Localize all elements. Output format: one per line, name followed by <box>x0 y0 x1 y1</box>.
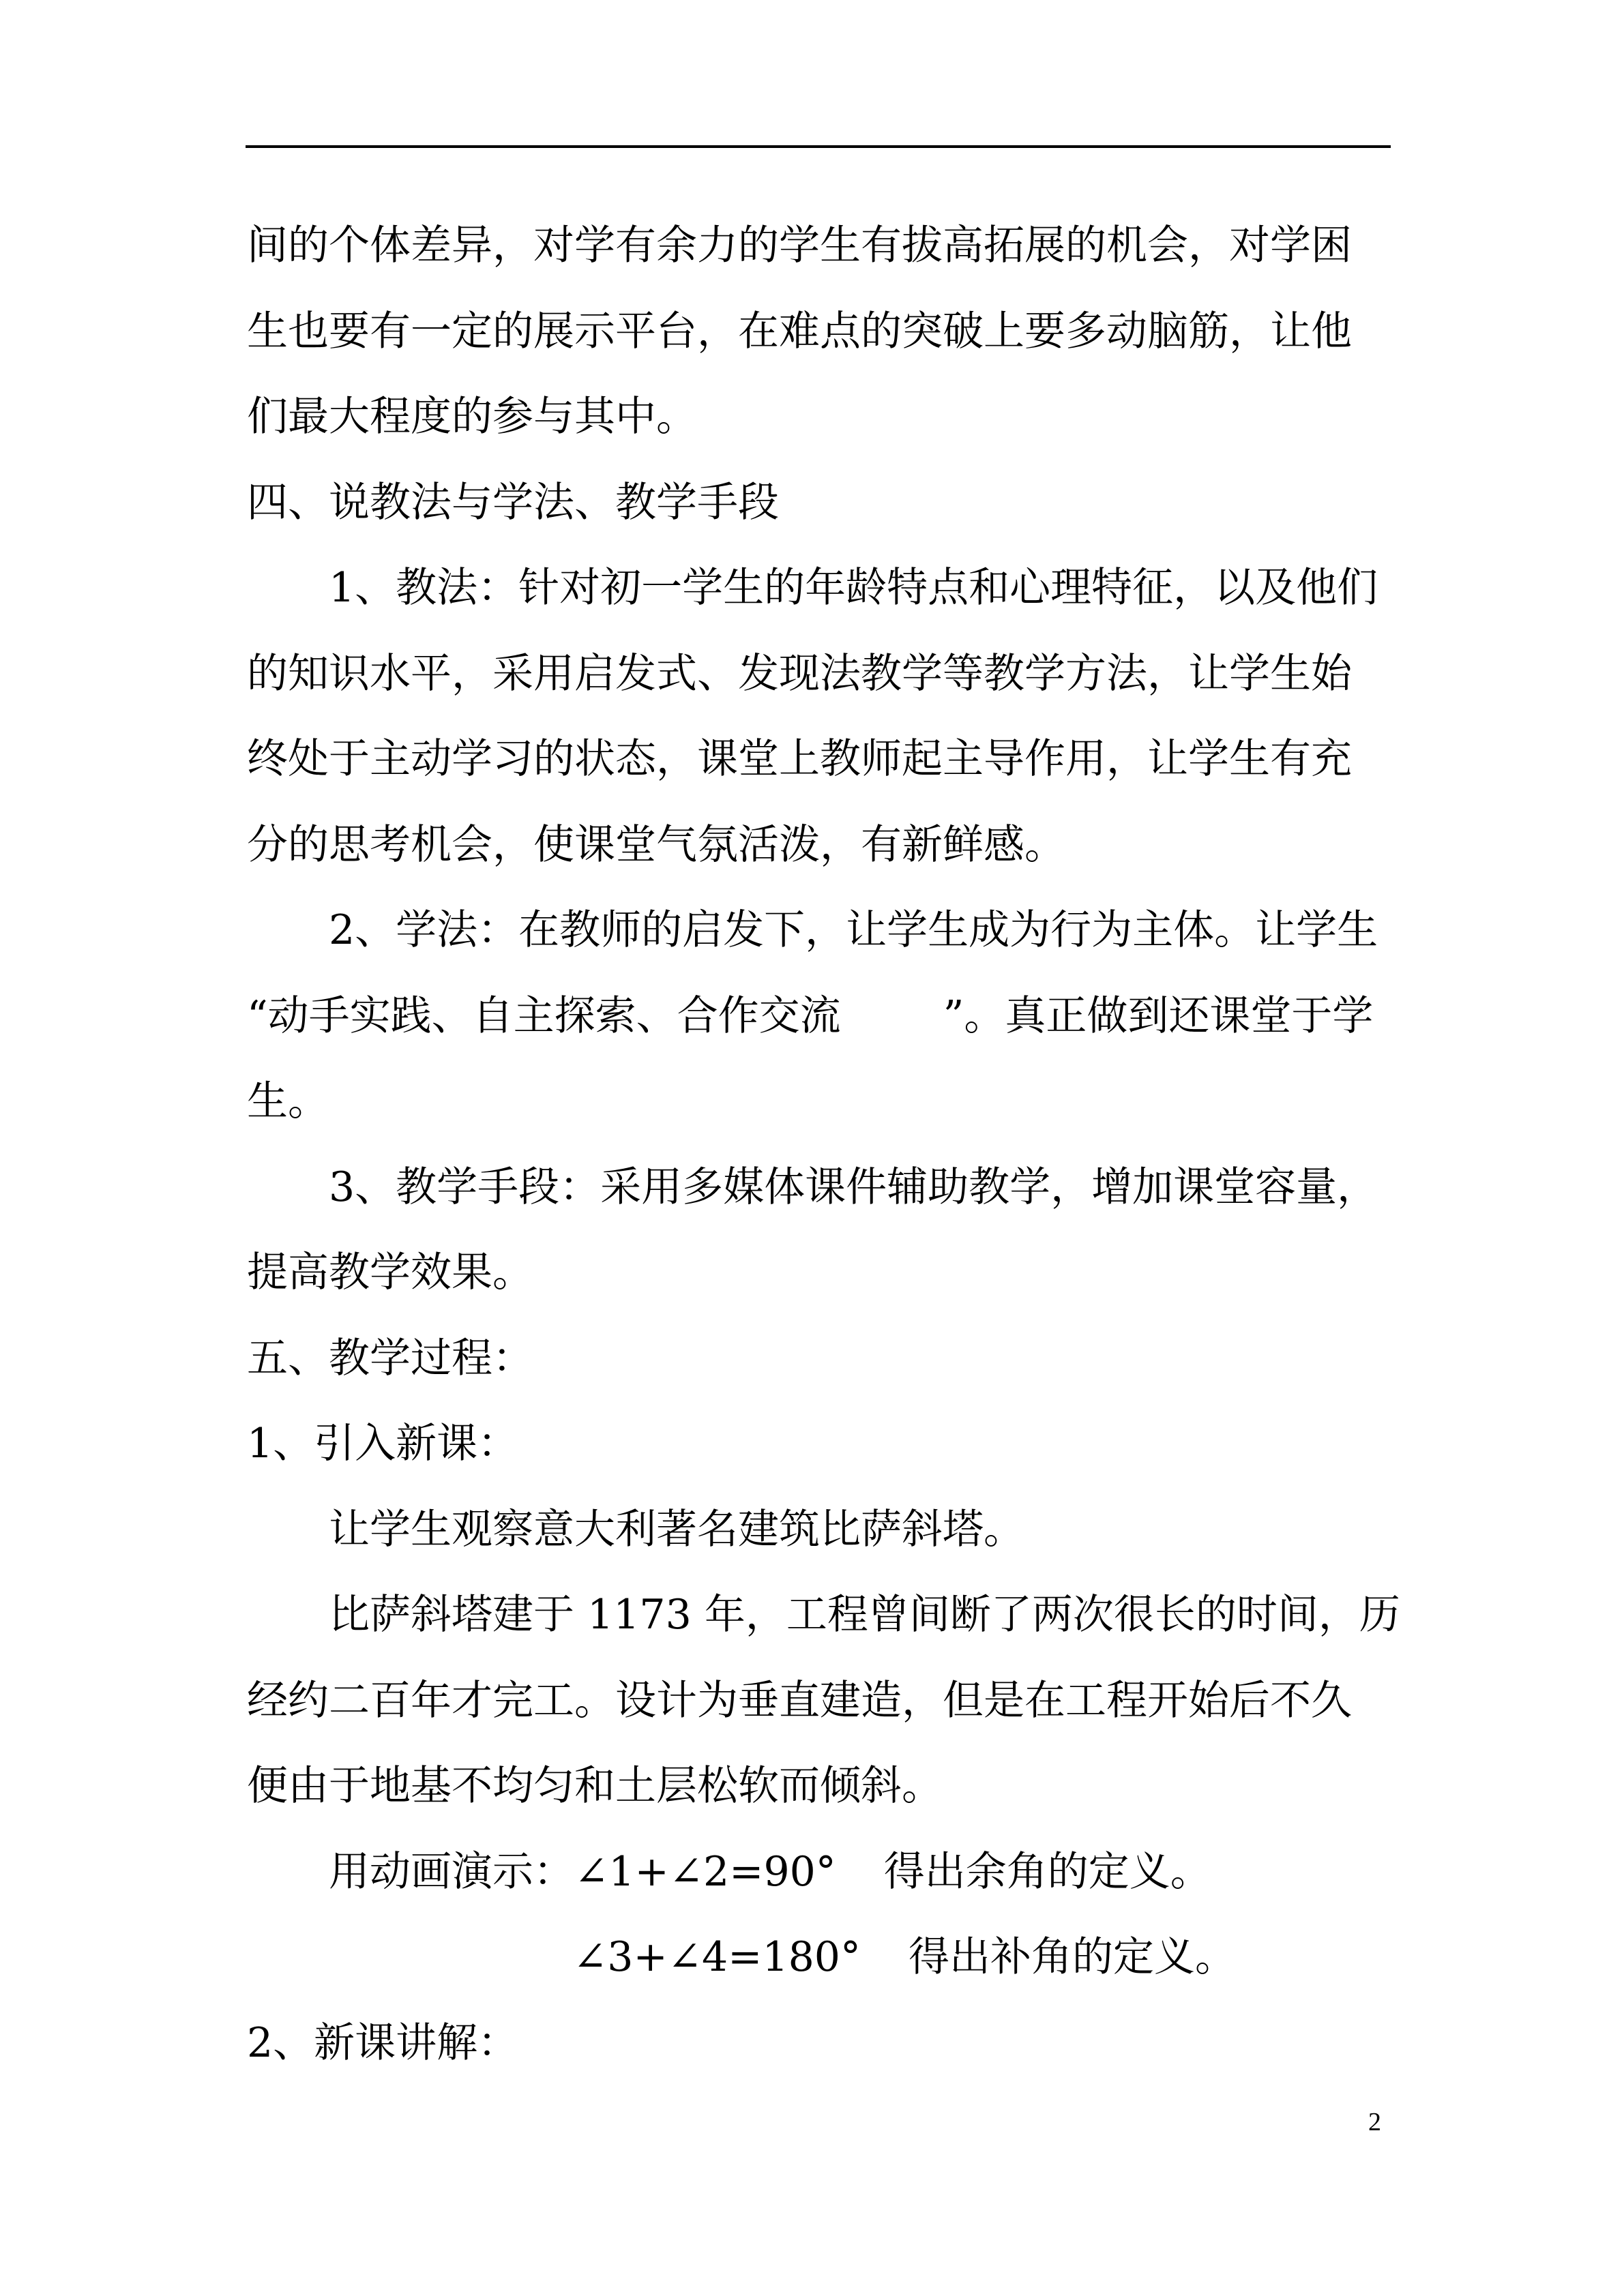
page-number: 2 <box>1368 2108 1381 2136</box>
text-line: 分的思考机会，使课堂气氛活泼，有新鲜感。 <box>247 820 1065 869</box>
text-line: 3、教学手段：采用多媒体课件辅助教学，增加课堂容量， <box>329 1163 1378 1211</box>
text-line: 比萨斜塔建于 1173 年，工程曾间断了两次很长的时间，历 <box>329 1591 1400 1639</box>
quote-end-text: ”。真正做到还课堂于学 <box>943 992 1374 1040</box>
section-heading: 五、教学过程： <box>247 1334 533 1382</box>
subsection-heading: 2、新课讲解： <box>247 2018 519 2067</box>
formula-supplementary: ∠3+∠4=180° <box>573 1933 861 1981</box>
formula-line <box>247 1830 1400 1915</box>
text-line: 终处于主动学习的状态，课堂上教师起主导作用，让学生有充 <box>247 735 1352 783</box>
text-line: 2、学法：在教师的启发下，让学生成为行为主体。让学生 <box>329 906 1378 954</box>
text-line: 们最大程度的参与其中。 <box>247 393 697 441</box>
text-line: 间的个体差异，对学有余力的学生有拔高拓展的机会，对学困 <box>247 222 1352 269</box>
formula-conclusion: 得出余角的定义。 <box>883 1847 1211 1896</box>
text-line: 生。 <box>247 1077 329 1125</box>
text-line: 提高教学效果。 <box>247 1249 533 1296</box>
text-line: 的知识水平，采用启发式、发现法教学等教学方法，让学生始 <box>247 649 1352 698</box>
subsection-heading: 1、引入新课： <box>247 1420 519 1467</box>
formula-line <box>247 1915 1400 2001</box>
formula-conclusion: 得出补角的定义。 <box>908 1933 1236 1981</box>
section-heading: 四、说教法与学法、教学手段 <box>247 478 779 526</box>
text-line: 经约二百年才完工。设计为垂直建造，但是在工程开始后不久 <box>247 1676 1352 1725</box>
document-body <box>247 203 1400 2086</box>
text-line: 便由于地基不均匀和土层松软而倾斜。 <box>247 1762 943 1810</box>
text-line: 生也要有一定的展示平台，在难点的突破上要多动脑筋，让他 <box>247 307 1352 355</box>
text-line: 1、教法：针对初一学生的年龄特点和心理特征，以及他们 <box>329 564 1378 612</box>
formula-complementary: 用动画演示：∠1+∠2=90° <box>329 1847 836 1896</box>
text-line: 让学生观察意大利著名建筑比萨斜塔。 <box>329 1505 1024 1553</box>
quote-text: “动手实践、自主探索、合作交流 <box>247 992 841 1040</box>
text-line <box>247 974 1400 1060</box>
header-rule <box>246 145 1391 148</box>
